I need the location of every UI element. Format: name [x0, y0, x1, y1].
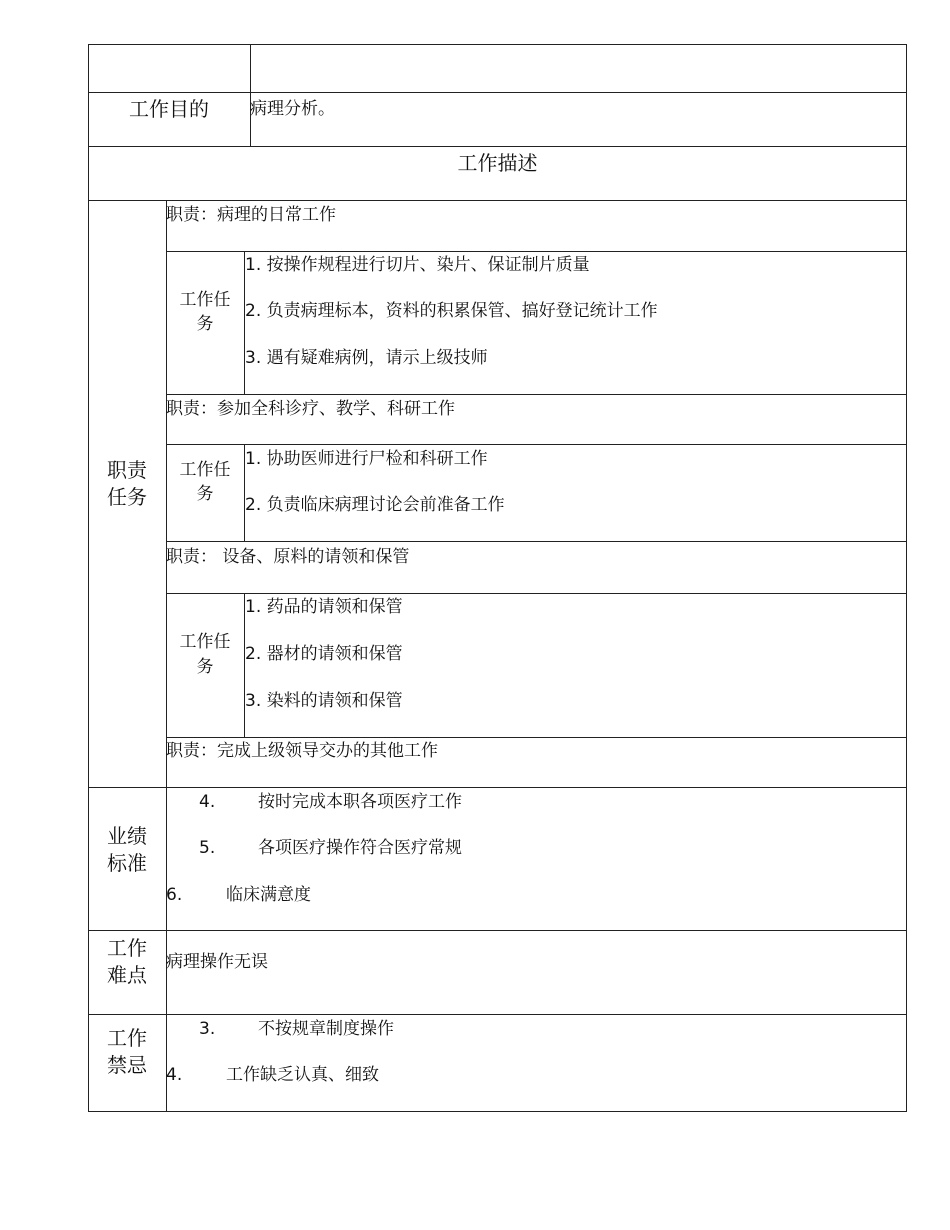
taboo-item-text: 工作缺乏认真、细致	[226, 1065, 379, 1085]
row-divider	[88, 92, 907, 93]
duty-title: 职责：参加全科诊疗、教学、科研工作	[166, 399, 455, 419]
task-item: 3. 遇有疑难病例，请示上级技师	[245, 348, 488, 368]
row-divider	[88, 200, 907, 201]
duties-label-line1: 职责	[107, 458, 147, 482]
taboo-item-number: 3.	[199, 1019, 216, 1039]
row-divider	[88, 1014, 907, 1015]
taboo-label-line2: 禁忌	[107, 1053, 147, 1077]
tasks-label-line1: 工作任	[179, 632, 231, 652]
row-divider	[88, 146, 907, 147]
tasks-label-line2: 务	[196, 484, 214, 504]
row-divider	[166, 737, 907, 738]
row-divider	[166, 593, 907, 594]
task-item: 1. 药品的请领和保管	[245, 597, 403, 617]
task-item: 1. 协助医师进行尸检和科研工作	[245, 449, 488, 469]
tasks-label-line2: 务	[196, 314, 214, 334]
column-divider	[250, 44, 251, 146]
performance-item-text: 各项医疗操作符合医疗常规	[258, 838, 462, 858]
row-divider	[166, 251, 907, 252]
performance-item-number: 4.	[199, 792, 216, 812]
taboo-item-number: 4.	[166, 1065, 183, 1085]
taboo-item-text: 不按规章制度操作	[258, 1019, 394, 1039]
duty-title: 职责： 设备、原料的请领和保管	[166, 547, 410, 567]
performance-label-line2: 标准	[107, 851, 147, 875]
task-item: 2. 负责临床病理讨论会前准备工作	[245, 495, 505, 515]
task-item: 3. 染料的请领和保管	[245, 691, 403, 711]
tasks-label-line1: 工作任	[179, 460, 231, 480]
task-item: 2. 器材的请领和保管	[245, 644, 403, 664]
column-divider	[166, 200, 167, 1112]
difficulty-label-line2: 难点	[107, 963, 147, 987]
row-divider	[166, 444, 907, 445]
duty-title: 职责：病理的日常工作	[166, 205, 336, 225]
task-item: 1. 按操作规程进行切片、染片、保证制片质量	[245, 255, 590, 275]
row-divider	[88, 787, 907, 788]
purpose-value: 病理分析。	[250, 99, 335, 119]
tasks-label-line1: 工作任	[179, 290, 231, 310]
difficulty-value: 病理操作无误	[166, 952, 268, 972]
performance-item-number: 6.	[166, 885, 183, 905]
task-item: 2. 负责病理标本，资料的积累保管、搞好登记统计工作	[245, 301, 658, 321]
performance-item-text: 临床满意度	[226, 885, 311, 905]
row-divider	[166, 541, 907, 542]
row-divider	[88, 930, 907, 931]
taboo-label-line1: 工作	[107, 1026, 147, 1050]
performance-label-line1: 业绩	[107, 824, 147, 848]
purpose-label: 工作目的	[129, 97, 209, 121]
difficulty-label-line1: 工作	[107, 936, 147, 960]
duty-title: 职责：完成上级领导交办的其他工作	[166, 741, 438, 761]
performance-item-text: 按时完成本职各项医疗工作	[258, 792, 462, 812]
row-divider	[166, 394, 907, 395]
description-title: 工作描述	[457, 151, 538, 175]
tasks-label-line2: 务	[196, 657, 214, 677]
duties-label-line2: 任务	[107, 485, 147, 509]
performance-item-number: 5.	[199, 838, 216, 858]
